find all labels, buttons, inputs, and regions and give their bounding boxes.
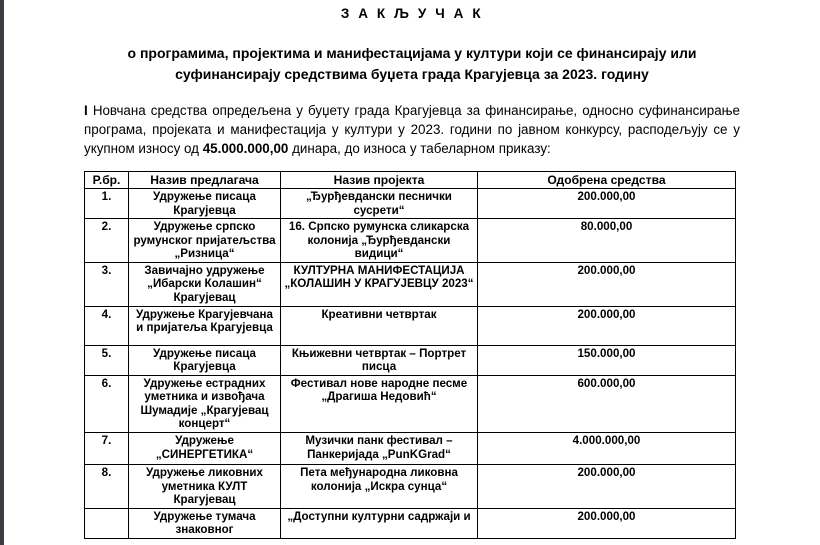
row-amount: 200.000,00 xyxy=(478,306,736,345)
row-number: 2. xyxy=(85,219,129,263)
row-amount: 80.000,00 xyxy=(478,219,736,263)
row-proposer: Завичајно удружење „Ибарски Колашин“ Крагујевац xyxy=(129,262,281,306)
paragraph-total-amount: 45.000.000,00 xyxy=(202,140,289,156)
row-project: Музички панк фестивал – Панкеријада „PunKGrad“ xyxy=(281,432,478,464)
column-header-amount: Одобрена средства xyxy=(478,172,736,189)
row-project: Креативни четвртак xyxy=(281,306,478,345)
row-number: 3. xyxy=(85,262,129,306)
table-row xyxy=(85,345,736,375)
row-amount: 600.000,00 xyxy=(478,375,736,432)
row-number: 1. xyxy=(85,189,129,219)
column-header-number: Р.бр. xyxy=(85,172,129,189)
document-content xyxy=(84,0,740,539)
row-amount: 200.000,00 xyxy=(478,189,736,219)
document-subtitle-line-2: суфинансирају средствима буџета града Крагујевца за 2023. годину xyxy=(175,65,649,82)
row-amount: 200.000,00 xyxy=(478,464,736,508)
column-header-project: Назив пројекта xyxy=(281,172,478,189)
table-row xyxy=(85,262,736,306)
document-subtitle-line-1: о програмима, пројектима и манифестацијама у култури који се финансирају или xyxy=(127,45,697,62)
table-row xyxy=(85,219,736,263)
row-number xyxy=(85,508,129,538)
row-project: 16. Српско румунска сликарска колонија „Ђурђевдански видици“ xyxy=(281,219,478,263)
row-number: 4. xyxy=(85,306,129,345)
row-proposer: Удружење писаца Крагујевца xyxy=(129,189,281,219)
row-amount: 4.000.000,00 xyxy=(478,432,736,464)
row-project: КУЛТУРНА МАНИФЕСТАЦИЈА „КОЛАШИН У КРАГУЈЕВЦУ 2023“ xyxy=(281,262,478,306)
paragraph-text-before-amount: Новчана средства опредељена у буџету града Крагујевца за финансирање, односно суфинансирање програма, пројеката и манифестација у култури у 2023. години по јавном конкурсу, расподељују се у укупном износу од xyxy=(84,102,740,156)
row-proposer: Удружење српско румунског пријатељства „Ризница“ xyxy=(129,219,281,263)
row-project: Књижевни четвртак – Портрет писца xyxy=(281,345,478,375)
document-page xyxy=(4,0,820,545)
document-subtitle xyxy=(84,43,740,84)
row-number: 5. xyxy=(85,345,129,375)
row-number: 8. xyxy=(85,464,129,508)
table-body xyxy=(85,189,736,539)
column-header-proposer: Назив предлагача xyxy=(129,172,281,189)
document-title: З А К Љ У Ч А К xyxy=(340,6,484,21)
row-proposer: Удружење тумача знаковног xyxy=(129,508,281,538)
row-proposer: Удружење естрадних уметника и извођача Шумадије „Крагујевац концерт“ xyxy=(129,375,281,432)
row-amount: 200.000,00 xyxy=(478,262,736,306)
row-number: 7. xyxy=(85,432,129,464)
table-row xyxy=(85,432,736,464)
row-project: Фестивал нове народне песме „Драгиша Недовић“ xyxy=(281,375,478,432)
table-row xyxy=(85,189,736,219)
table-row xyxy=(85,464,736,508)
grants-table xyxy=(84,171,736,539)
row-proposer: Удружење ликовних уметника КУЛТ Крагујевац xyxy=(129,464,281,508)
row-proposer: Удружење „СИНЕРГЕТИКА“ xyxy=(129,432,281,464)
row-proposer: Удружење Крагујевчана и пријатеља Крагујевца xyxy=(129,306,281,345)
row-amount: 150.000,00 xyxy=(478,345,736,375)
row-number: 6. xyxy=(85,375,129,432)
table-row xyxy=(85,508,736,538)
table-header-row xyxy=(85,172,736,189)
row-project: Пета међународна ликовна колонија „Искра сунца“ xyxy=(281,464,478,508)
row-proposer: Удружење писаца Крагујевца xyxy=(129,345,281,375)
row-project: „Ђурђевдански песнички сусрети“ xyxy=(281,189,478,219)
row-project: „Доступни културни садржаји и xyxy=(281,508,478,538)
intro-paragraph xyxy=(84,101,740,158)
table-row xyxy=(85,306,736,345)
paragraph-marker: I xyxy=(84,102,88,118)
row-amount: 200.000,00 xyxy=(478,508,736,538)
paragraph-text-after-amount: динара, до износа у табеларном приказу: xyxy=(292,140,551,156)
table-row xyxy=(85,375,736,432)
